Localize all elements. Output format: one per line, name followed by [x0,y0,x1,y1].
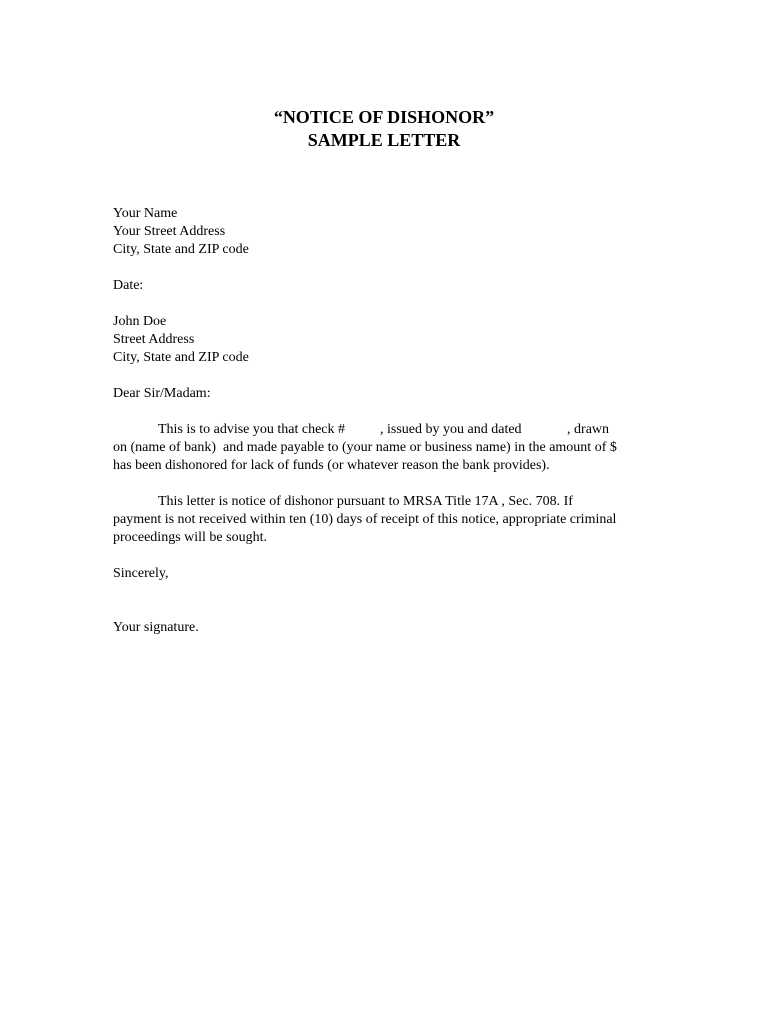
recipient-city: City, State and ZIP code [113,350,249,365]
paragraph-1-line-1: This is to advise you that check # , issued by you and dated , drawn [158,422,610,437]
letter-title [0,106,768,152]
recipient-street: Street Address [113,332,195,347]
title-line-2: SAMPLE LETTER [307,130,461,150]
closing: Sincerely, [113,566,169,581]
recipient-name: John Doe [113,314,167,329]
sender-name: Your Name [113,206,178,221]
paragraph-2-line-2: payment is not received within ten (10) days of receipt of this notice, appropriate criminal [113,512,617,527]
paragraph-2 [113,493,673,547]
sender-street: Your Street Address [113,224,226,239]
paragraph-1-line-3: has been dishonored for lack of funds (or whatever reason the bank provides). [113,458,550,473]
date-label: Date: [113,278,144,293]
sender-address [113,205,673,259]
paragraph-1-line-2: on (name of bank) and made payable to (your name or business name) in the amount of $ [113,440,617,455]
paragraph-1 [113,421,673,475]
sender-city: City, State and ZIP code [113,242,249,257]
paragraph-2-line-1: This letter is notice of dishonor pursuant to MRSA Title 17A , Sec. 708. If [158,494,573,509]
recipient-address [113,313,673,367]
title-line-1: “NOTICE OF DISHONOR” [273,107,495,127]
paragraph-2-line-3: proceedings will be sought. [113,530,267,545]
salutation: Dear Sir/Madam: [113,386,211,401]
letter-body [113,205,673,637]
signature-line: Your signature. [113,620,199,635]
